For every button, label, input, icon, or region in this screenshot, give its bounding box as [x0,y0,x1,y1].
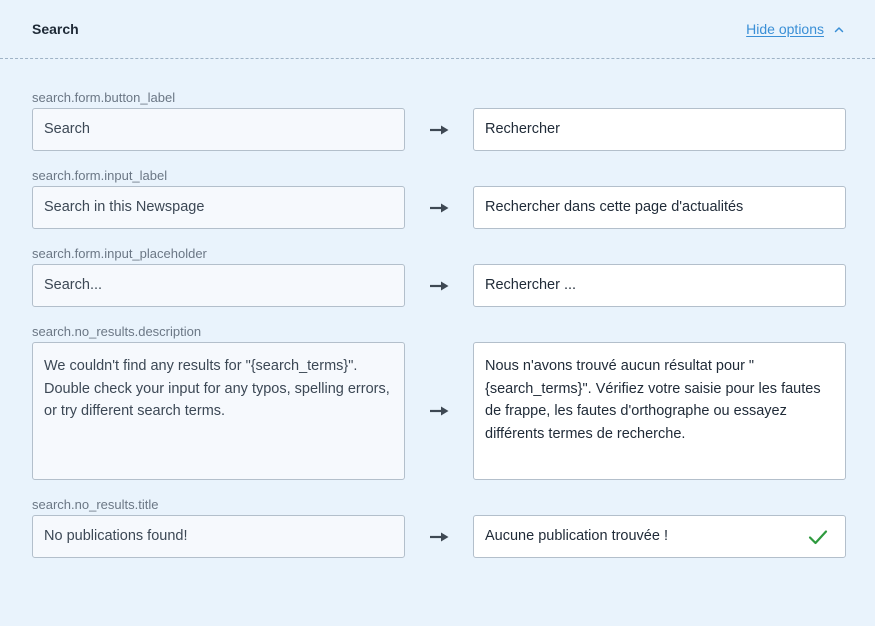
section-header [0,0,875,59]
translation-input[interactable]: Rechercher [473,108,846,151]
source-text-field: Search [32,108,405,151]
hide-options-toggle[interactable] [746,21,844,37]
translation-rows [0,59,875,558]
arrow-right-icon [405,280,473,292]
arrow-right-icon [405,124,473,136]
arrow-right-icon [405,405,473,417]
translation-key: search.form.input_placeholder [32,246,207,261]
section-title: Search [32,21,79,37]
translation-key: search.form.button_label [32,90,176,105]
source-text-field: Search... [32,264,405,307]
translation-row [32,496,846,558]
source-text-field: No publications found! [32,515,405,558]
arrow-right-icon [405,531,473,543]
translation-row [32,89,846,151]
source-text-field: Search in this Newspage [32,186,405,229]
source-text-area: We couldn't find any results for "{search_terms}". Double check your input for any typos, spelling errors, or try different search terms. [32,342,405,480]
translation-key: search.form.input_label [32,168,168,183]
translation-input-text: Aucune publication trouvée ! [485,528,668,545]
translation-key: search.no_results.description [32,324,202,339]
checkmark-icon [808,529,828,545]
translation-key: search.no_results.title [32,497,159,512]
translation-input[interactable] [473,515,846,558]
translation-textarea[interactable]: Nous n'avons trouvé aucun résultat pour "{search_terms}". Vérifiez votre saisie pour les fautes de frappe, les fautes d'orthographe ou essayez différents termes de recherche. [473,342,846,480]
translation-input[interactable]: Rechercher dans cette page d'actualités [473,186,846,229]
translation-row [32,245,846,307]
translation-input[interactable]: Rechercher ... [473,264,846,307]
translation-row [32,167,846,229]
translation-row [32,323,846,480]
hide-options-link[interactable]: Hide options [746,21,824,37]
arrow-right-icon [405,202,473,214]
chevron-up-icon[interactable] [834,26,844,33]
